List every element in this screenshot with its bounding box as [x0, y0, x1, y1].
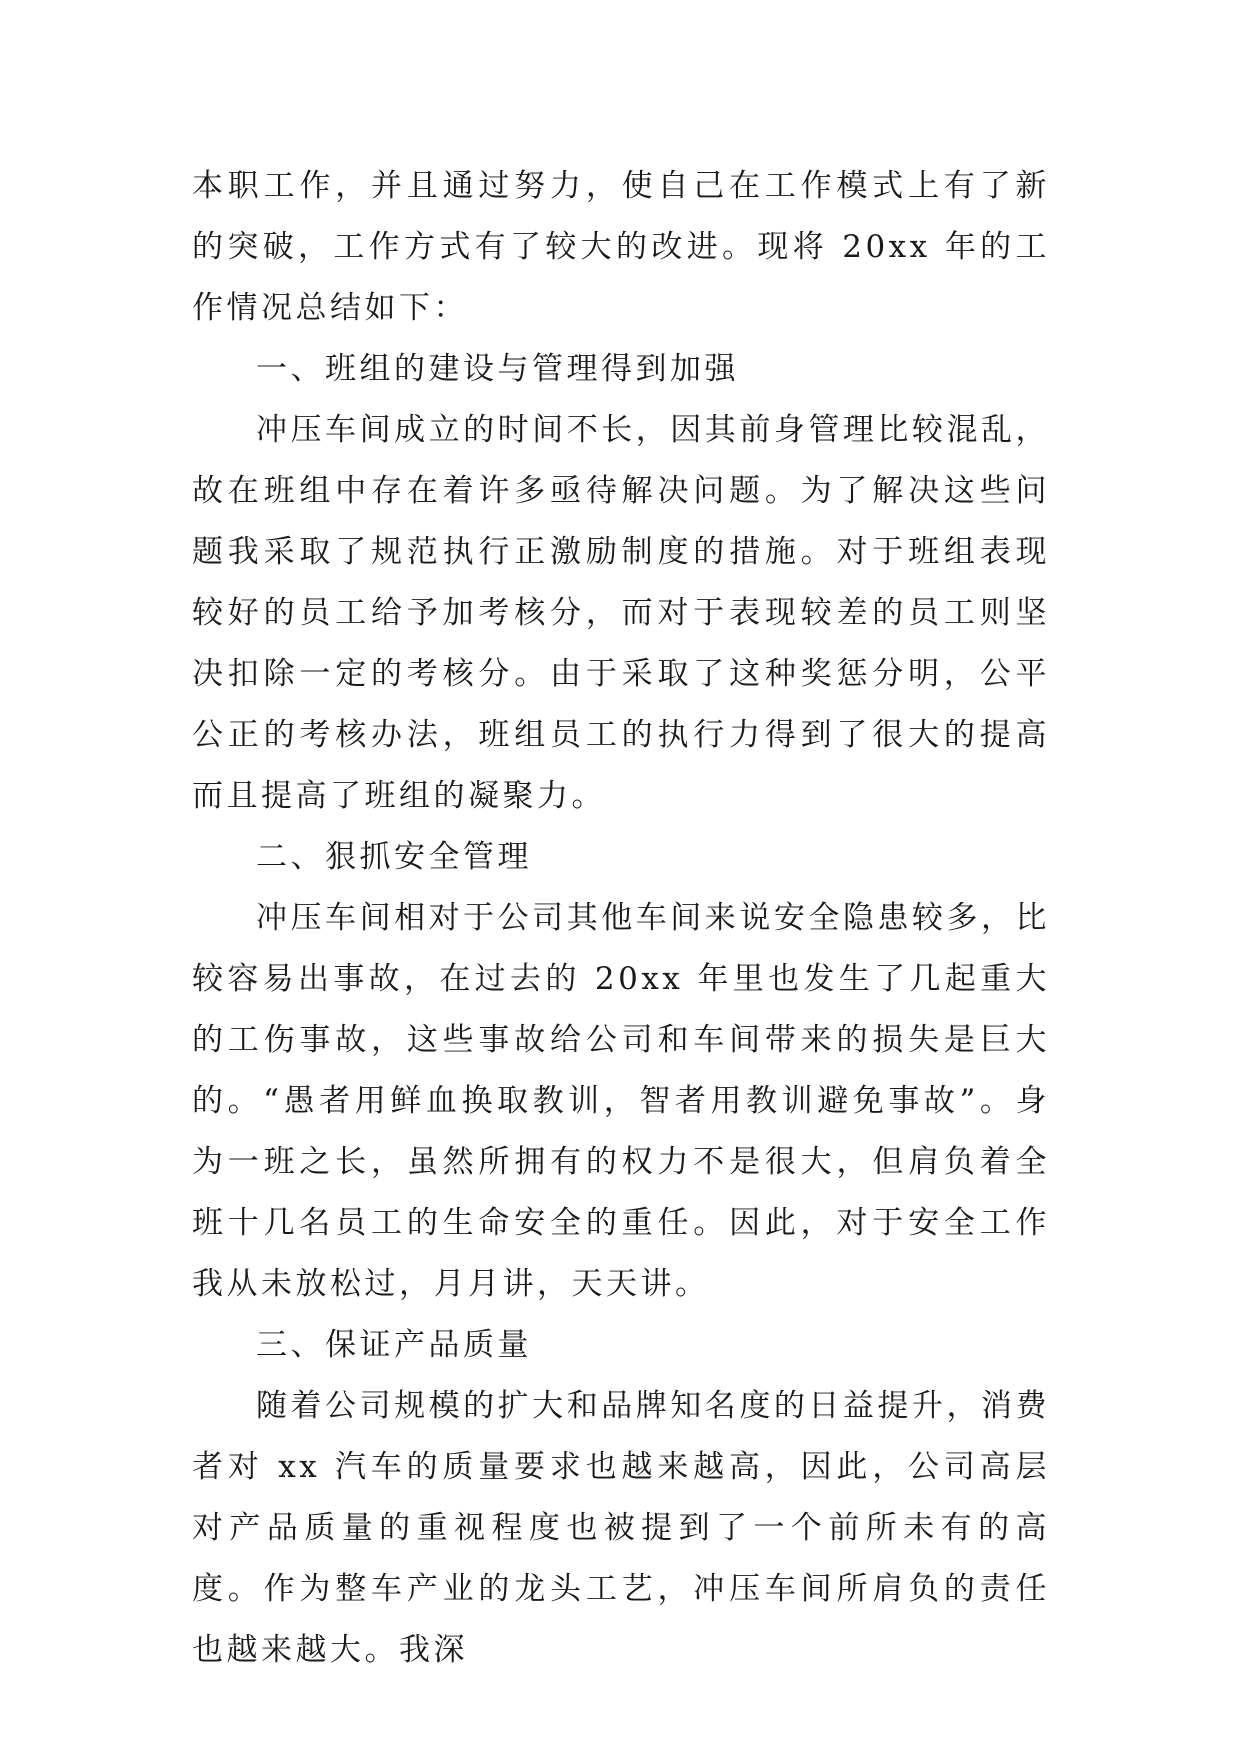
section-heading-3: 三、保证产品质量 [256, 1327, 532, 1363]
section-heading-2: 二、狠抓安全管理 [256, 839, 532, 875]
section-heading-1: 一、班组的建设与管理得到加强 [256, 351, 739, 387]
paragraph-safety: 冲压车间相对于公司其他车间来说安全隐患较多，比较容易出事故，在过去的 20xx 年里也发生了几起重大的工伤事故，这些事故给公司和车间带来的损失是巨大的。“愚者用鲜血换取教训，智者用教训避免事故”。身为一班之长，虽然所拥有的权力不是很大，但肩负着全班十几名员工的生命安全的重任。因此，对于安全工作我从未放松过，月月讲，天天讲。 [192, 900, 1050, 1302]
document-body [192, 156, 1050, 1681]
paragraph-quality: 随着公司规模的扩大和品牌知名度的日益提升，消费者对 xx 汽车的质量要求也越来越高，因此，公司高层对产品质量的重视程度也被提到了一个前所未有的高度。作为整车产业的龙头工艺，冲压车间所肩负的责任也越来越大。我深 [192, 1388, 1050, 1668]
paragraph-team-building: 冲压车间成立的时间不长，因其前身管理比较混乱，故在班组中存在着许多亟待解决问题。为了解决这些问题我采取了规范执行正激励制度的措施。对于班组表现较好的员工给予加考核分，而对于表现较差的员工则坚决扣除一定的考核分。由于采取了这种奖惩分明，公平公正的考核办法，班组员工的执行力得到了很大的提高而且提高了班组的凝聚力。 [192, 412, 1050, 814]
paragraph-intro: 本职工作，并且通过努力，使自己在工作模式上有了新的突破，工作方式有了较大的改进。现将 20xx 年的工作情况总结如下： [192, 168, 1050, 326]
